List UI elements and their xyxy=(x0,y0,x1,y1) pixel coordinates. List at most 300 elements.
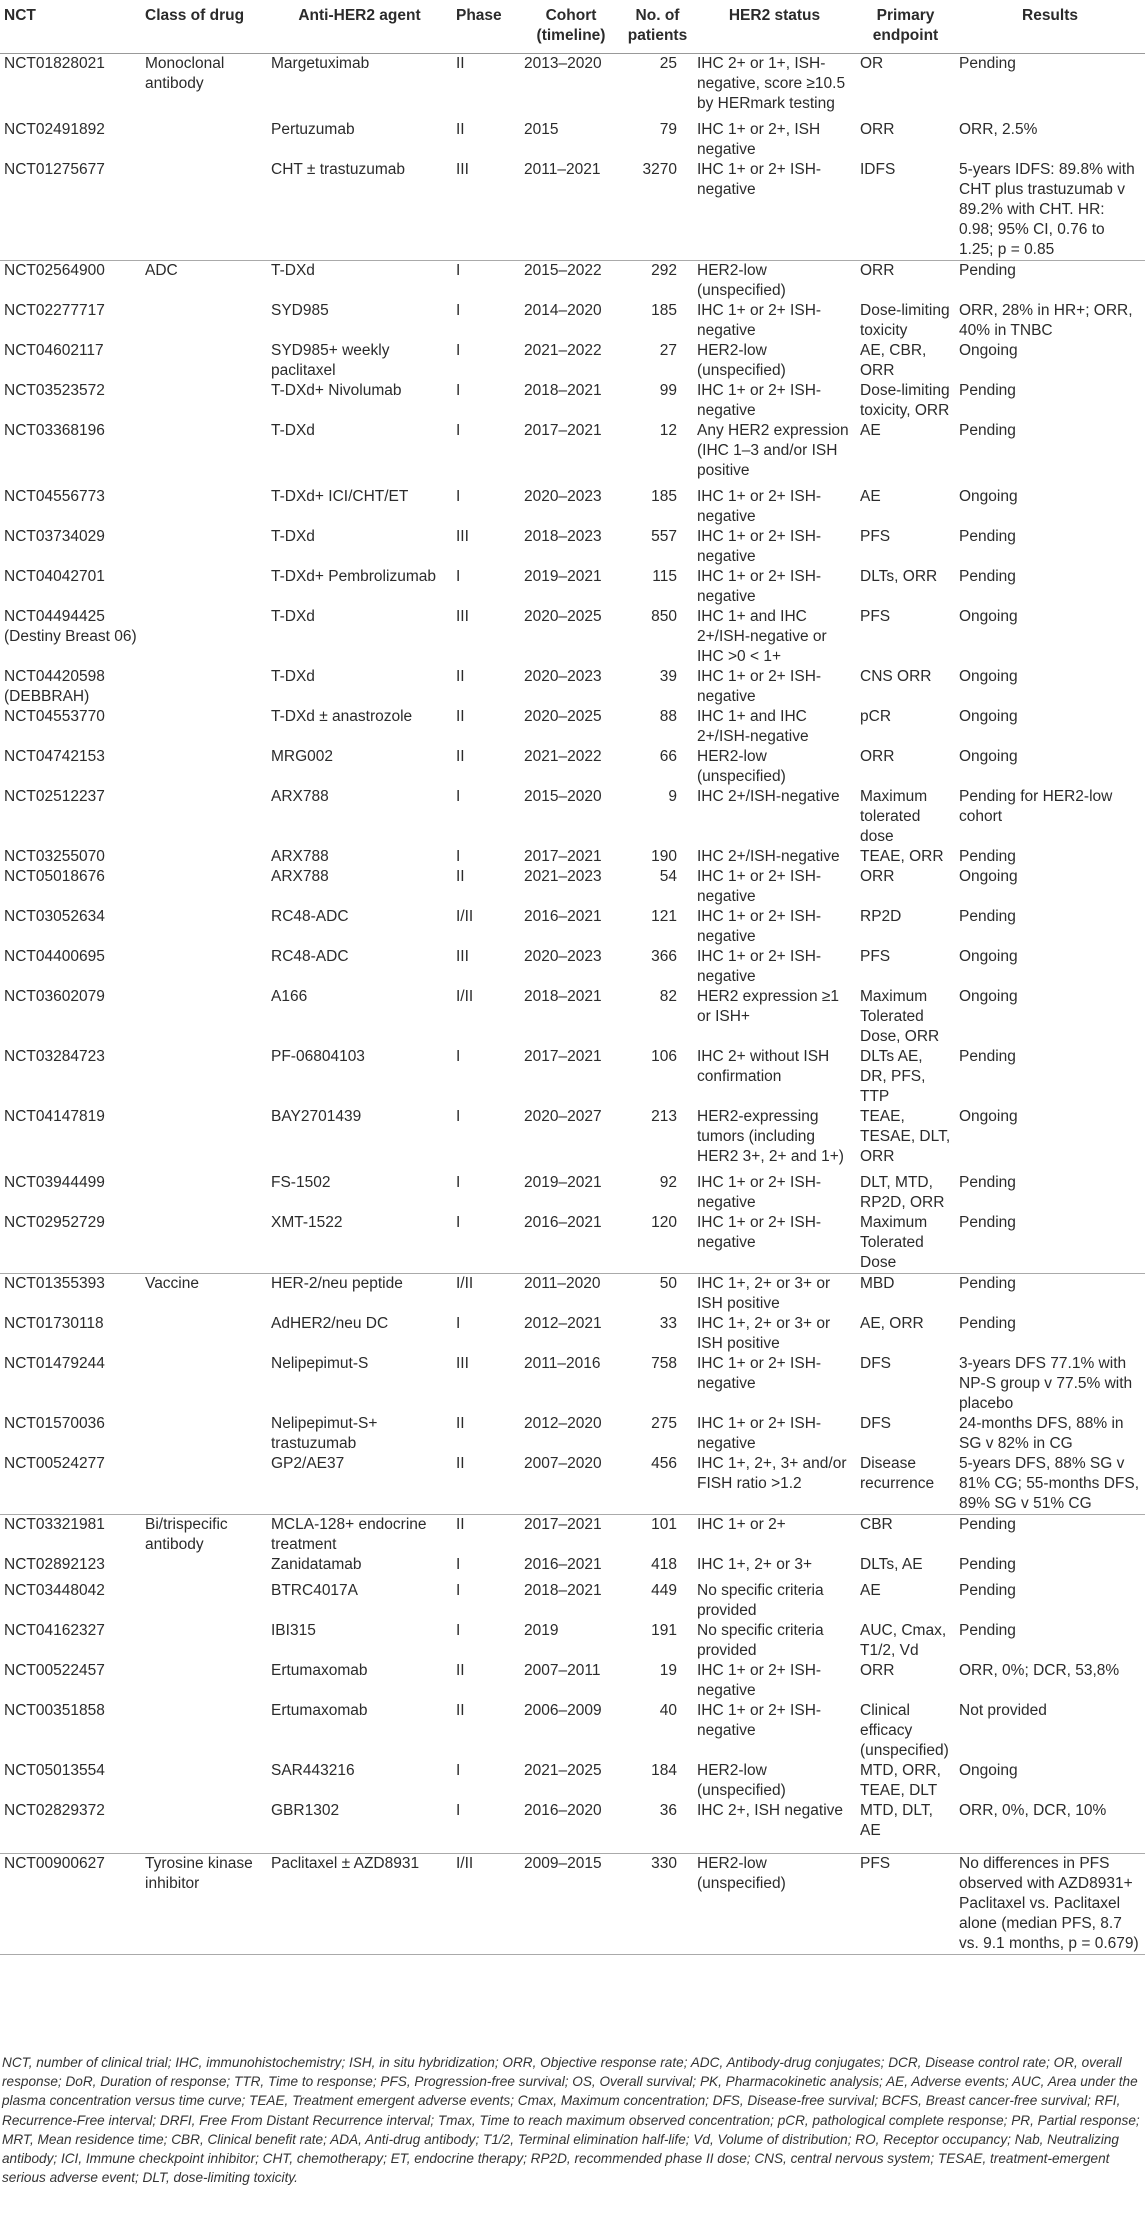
her2-status-cell: IHC 1+ or 2+, ISH negative xyxy=(697,120,821,158)
phase-cell: I xyxy=(456,567,461,585)
patients-cell: 366 xyxy=(651,947,677,965)
phase-cell: I xyxy=(456,421,461,439)
patients-cell: 12 xyxy=(659,421,677,439)
class-cell xyxy=(141,1414,267,1454)
cohort-cell: 2015 xyxy=(524,120,559,138)
patients-cell: 25 xyxy=(659,54,677,72)
endpoint-cell: Dose-limiting toxicity xyxy=(860,301,950,339)
agent-cell: T-DXd xyxy=(271,607,315,625)
endpoint-cell: IDFS xyxy=(856,160,955,261)
endpoint-cell: TEAE, ORR xyxy=(860,847,944,865)
phase-cell: I xyxy=(456,787,461,805)
table-row xyxy=(0,1454,1145,1515)
class-cell xyxy=(141,1555,267,1581)
table-row xyxy=(0,1273,1145,1314)
nct-cell: NCT03523572 xyxy=(4,381,105,399)
table-row xyxy=(0,1801,1145,1854)
phase-cell: I/II xyxy=(452,1853,520,1954)
table-row xyxy=(0,847,1145,867)
endpoint-cell: TEAE, TESAE, DLT, ORR xyxy=(860,1107,951,1165)
nct-cell: NCT04556773 xyxy=(4,487,105,505)
agent-cell: GP2/AE37 xyxy=(267,1454,452,1515)
her2-status-cell: No specific criteria provided xyxy=(697,1581,824,1619)
patients-cell: 418 xyxy=(651,1555,677,1573)
class-cell xyxy=(141,787,267,847)
her2-status-cell: IHC 1+, 2+ or 3+ xyxy=(697,1555,813,1573)
result-cell: No differences in PFS observed with AZD8931+ Paclitaxel vs. Paclitaxel alone (median PFS, 8.7 vs. 9.1 months, p = 0.679) xyxy=(955,1853,1145,1954)
endpoint-cell: pCR xyxy=(860,707,892,725)
agent-cell: ARX788 xyxy=(271,867,329,885)
her2-status-cell: IHC 1+ or 2+ xyxy=(697,1515,786,1533)
result-cell: Pending xyxy=(959,1621,1016,1639)
phase-cell: I xyxy=(456,381,461,399)
nct-cell: NCT03284723 xyxy=(4,1047,105,1065)
agent-cell: PF-06804103 xyxy=(271,1047,365,1065)
patients-cell: 213 xyxy=(651,1107,677,1125)
endpoint-cell: Maximum tolerated dose xyxy=(860,787,928,845)
result-cell: Ongoing xyxy=(959,747,1018,765)
nct-cell: NCT04420598 (DEBBRAH) xyxy=(4,667,105,705)
result-cell: Pending xyxy=(955,1213,1145,1274)
class-cell xyxy=(141,947,267,987)
cohort-cell: 2011–2016 xyxy=(524,1354,601,1372)
header-cohort: Cohort (timeline) xyxy=(520,0,622,53)
table-row xyxy=(0,1853,1145,1954)
nct-cell: NCT02952729 xyxy=(0,1213,141,1274)
class-cell xyxy=(141,567,267,607)
table-body xyxy=(0,53,1145,1954)
table-row xyxy=(0,1354,1145,1414)
header-patients: No. of patients xyxy=(622,0,693,53)
cohort-cell: 2017–2021 xyxy=(524,421,602,439)
patients-cell: 106 xyxy=(651,1047,677,1065)
table-row xyxy=(0,1173,1145,1213)
table-row xyxy=(0,120,1145,160)
phase-cell: III xyxy=(456,527,469,545)
cohort-cell: 2012–2021 xyxy=(524,1314,602,1332)
endpoint-cell: MTD, DLT, AE xyxy=(856,1801,955,1854)
patients-cell: 27 xyxy=(659,341,677,359)
agent-cell: T-DXd+ Nivolumab xyxy=(271,381,402,399)
phase-cell: I xyxy=(456,1107,461,1125)
cohort-cell: 2017–2021 xyxy=(524,1047,602,1065)
header-endpoint: Primary endpoint xyxy=(856,0,955,53)
patients-cell: 850 xyxy=(651,607,677,625)
class-cell xyxy=(141,527,267,567)
result-cell: Ongoing xyxy=(959,1761,1018,1779)
her2-status-cell: IHC 1+ and IHC 2+/ISH-negative or IHC >0 < 1+ xyxy=(697,607,827,665)
result-cell: Pending xyxy=(959,421,1016,439)
her2-status-cell: IHC 1+ or 2+ ISH-negative xyxy=(697,907,822,945)
result-cell: Pending xyxy=(959,1173,1016,1191)
cohort-cell: 2021–2025 xyxy=(524,1761,602,1779)
patients-cell: 120 xyxy=(622,1213,693,1274)
her2-status-cell: IHC 1+ or 2+ ISH-negative xyxy=(693,1213,856,1274)
phase-cell: II xyxy=(456,54,465,72)
cohort-cell: 2013–2020 xyxy=(524,54,602,72)
patients-cell: 758 xyxy=(651,1354,677,1372)
cohort-cell: 2020–2027 xyxy=(524,1107,602,1125)
her2-status-cell: IHC 1+ or 2+ ISH-negative xyxy=(697,487,822,525)
her2-status-cell: No specific criteria provided xyxy=(697,1621,824,1659)
phase-cell: I xyxy=(456,1555,461,1573)
header-results: Results xyxy=(955,0,1145,53)
agent-cell: SAR443216 xyxy=(271,1761,355,1779)
phase-cell: II xyxy=(456,707,465,725)
cohort-cell: 2007–2020 xyxy=(520,1454,622,1515)
agent-cell: ARX788 xyxy=(271,787,329,805)
phase-cell: I xyxy=(456,301,461,319)
endpoint-cell: Disease recurrence xyxy=(856,1454,955,1515)
header-nct: NCT xyxy=(0,0,141,53)
her2-status-cell: IHC 1+ or 2+ ISH-negative xyxy=(697,381,822,419)
class-cell: Bi/trispecific antibody xyxy=(145,1515,228,1553)
table-row xyxy=(0,787,1145,847)
table-row xyxy=(0,1314,1145,1354)
cohort-cell: 2016–2020 xyxy=(520,1801,622,1854)
class-cell xyxy=(141,707,267,747)
phase-cell: I xyxy=(456,1047,461,1065)
her2-status-cell: IHC 1+ or 2+ ISH-negative xyxy=(697,667,822,705)
patients-cell: 82 xyxy=(659,987,677,1005)
agent-cell: T-DXd xyxy=(271,667,315,685)
her2-status-cell: IHC 1+ or 2+ ISH-negative xyxy=(693,160,856,261)
agent-cell: RC48-ADC xyxy=(271,907,349,925)
class-cell xyxy=(141,1621,267,1661)
agent-cell: SYD985+ weekly paclitaxel xyxy=(271,341,390,379)
class-cell xyxy=(141,1314,267,1354)
nct-cell: NCT03255070 xyxy=(4,847,105,865)
cohort-cell: 2020–2023 xyxy=(524,667,602,685)
endpoint-cell: Maximum Tolerated Dose xyxy=(856,1213,955,1274)
agent-cell: Nelipepimut-S xyxy=(271,1354,369,1372)
cohort-cell: 2014–2020 xyxy=(524,301,602,319)
phase-cell: II xyxy=(456,1515,465,1533)
class-cell xyxy=(141,1661,267,1701)
endpoint-cell: PFS xyxy=(860,527,891,545)
table-row xyxy=(0,607,1145,667)
endpoint-cell: DLTs, ORR xyxy=(860,567,938,585)
her2-status-cell: IHC 1+ or 2+ ISH-negative xyxy=(697,1701,822,1739)
endpoint-cell: AE xyxy=(860,487,881,505)
agent-cell: MCLA-128+ endocrine treatment xyxy=(271,1515,427,1553)
phase-cell: I xyxy=(456,1314,461,1332)
patients-cell: 36 xyxy=(622,1801,693,1854)
nct-cell: NCT02512237 xyxy=(4,787,105,805)
patients-cell: 292 xyxy=(651,261,677,279)
header-class: Class of drug xyxy=(141,0,267,53)
cohort-cell: 2021–2022 xyxy=(524,747,602,765)
cohort-cell: 2016–2021 xyxy=(524,1555,602,1573)
phase-cell: III xyxy=(456,607,469,625)
result-cell: Ongoing xyxy=(959,341,1018,359)
class-cell xyxy=(141,1454,267,1515)
her2-status-cell: IHC 1+ or 2+ ISH-negative xyxy=(697,301,822,339)
table-row xyxy=(0,53,1145,120)
table-row xyxy=(0,667,1145,707)
endpoint-cell: ORR xyxy=(860,867,895,885)
result-cell: Pending xyxy=(959,1515,1016,1533)
her2-status-cell: IHC 1+ or 2+ ISH-negative xyxy=(697,527,822,565)
nct-cell: NCT00522457 xyxy=(4,1661,105,1679)
her2-status-cell: IHC 1+ or 2+ ISH-negative xyxy=(697,1661,822,1699)
patients-cell: 121 xyxy=(651,907,677,925)
cohort-cell: 2012–2020 xyxy=(524,1414,602,1432)
cohort-cell: 2007–2011 xyxy=(524,1661,601,1679)
her2-status-cell: HER2-low (unspecified) xyxy=(697,261,786,299)
class-cell xyxy=(141,1701,267,1761)
phase-cell: II xyxy=(456,1661,465,1679)
agent-cell: T-DXd+ Pembrolizumab xyxy=(271,567,436,585)
class-cell xyxy=(141,867,267,907)
phase-cell: II xyxy=(456,867,465,885)
nct-cell: NCT04602117 xyxy=(4,341,104,359)
endpoint-cell: MBD xyxy=(860,1274,895,1292)
cohort-cell: 2016–2021 xyxy=(524,907,602,925)
her2-status-cell: IHC 2+ or 1+, ISH-negative, score ≥10.5 by HERmark testing xyxy=(697,54,846,112)
cohort-cell: 2021–2023 xyxy=(524,867,602,885)
endpoint-cell: Clinical efficacy (unspecified) xyxy=(860,1701,949,1759)
table-row xyxy=(0,487,1145,527)
endpoint-cell: Dose-limiting toxicity, ORR xyxy=(860,381,950,419)
agent-cell: MRG002 xyxy=(271,747,334,765)
cohort-cell: 2019–2021 xyxy=(524,1173,602,1191)
result-cell: Pending xyxy=(959,1555,1016,1573)
endpoint-cell: PFS xyxy=(860,947,891,965)
nct-cell: NCT01730118 xyxy=(4,1314,104,1332)
phase-cell: I xyxy=(456,1581,461,1599)
result-cell: Ongoing xyxy=(959,1107,1018,1125)
class-cell xyxy=(141,1107,267,1173)
cohort-cell: 2006–2009 xyxy=(524,1701,602,1719)
patients-cell: 88 xyxy=(659,707,677,725)
patients-cell: 190 xyxy=(651,847,677,865)
nct-cell: NCT01275677 xyxy=(0,160,141,261)
table-row xyxy=(0,1701,1145,1761)
endpoint-cell: ORR xyxy=(860,747,895,765)
nct-cell: NCT03602079 xyxy=(4,987,105,1005)
table-row xyxy=(0,1414,1145,1454)
nct-cell: NCT03734029 xyxy=(4,527,105,545)
table-row xyxy=(0,907,1145,947)
phase-cell: I/II xyxy=(456,987,474,1005)
her2-status-cell: IHC 1+ or 2+ ISH-negative xyxy=(697,567,822,605)
nct-cell: NCT01355393 xyxy=(4,1274,105,1292)
nct-cell: NCT01828021 xyxy=(4,54,105,72)
cohort-cell: 2016–2021 xyxy=(520,1213,622,1274)
patients-cell: 275 xyxy=(651,1414,677,1432)
class-cell xyxy=(141,987,267,1047)
nct-cell: NCT04042701 xyxy=(4,567,105,585)
result-cell: 5-years IDFS: 89.8% with CHT plus trastuzumab v 89.2% with CHT. HR: 0.98; 95% CI, 0.76 to 1.25; p = 0.85 xyxy=(955,160,1145,261)
agent-cell: ARX788 xyxy=(271,847,329,865)
agent-cell: XMT-1522 xyxy=(267,1213,452,1274)
class-cell xyxy=(141,907,267,947)
her2-status-cell: IHC 2+, ISH negative xyxy=(693,1801,856,1854)
phase-cell: II xyxy=(456,1414,465,1432)
nct-cell: NCT05013554 xyxy=(4,1761,105,1779)
table-row xyxy=(0,867,1145,907)
cohort-cell: 2018–2021 xyxy=(524,1581,602,1599)
patients-cell: 92 xyxy=(659,1173,677,1191)
her2-status-cell: IHC 1+ or 2+ ISH-negative xyxy=(697,1414,822,1452)
patients-cell: 456 xyxy=(622,1454,693,1515)
header-agent: Anti-HER2 agent xyxy=(267,0,452,53)
patients-cell: 99 xyxy=(659,381,677,399)
nct-cell: NCT03368196 xyxy=(4,421,105,439)
agent-cell: Ertumaxomab xyxy=(271,1701,368,1719)
class-cell xyxy=(141,847,267,867)
table-row xyxy=(0,341,1145,381)
cohort-cell: 2018–2021 xyxy=(524,987,602,1005)
nct-cell: NCT01570036 xyxy=(4,1414,105,1432)
nct-cell: NCT02277717 xyxy=(4,301,105,319)
class-cell xyxy=(141,747,267,787)
nct-cell: NCT04162327 xyxy=(4,1621,105,1639)
cohort-cell: 2011–2020 xyxy=(524,1274,601,1292)
result-cell: Ongoing xyxy=(959,987,1018,1005)
endpoint-cell: OR xyxy=(860,54,884,72)
agent-cell: RC48-ADC xyxy=(271,947,349,965)
patients-cell: 40 xyxy=(659,1701,677,1719)
nct-cell: NCT03448042 xyxy=(4,1581,105,1599)
patients-cell: 330 xyxy=(622,1853,693,1954)
result-cell: Ongoing xyxy=(959,487,1018,505)
cohort-cell: 2020–2023 xyxy=(524,487,602,505)
class-cell xyxy=(141,120,267,160)
endpoint-cell: DLTs, AE xyxy=(860,1555,923,1573)
result-cell: 24-months DFS, 88% in SG v 82% in CG xyxy=(959,1414,1124,1452)
table-row xyxy=(0,1514,1145,1555)
phase-cell: II xyxy=(456,1701,465,1719)
phase-cell: I xyxy=(456,261,461,279)
class-cell xyxy=(141,487,267,527)
table-row xyxy=(0,1581,1145,1621)
table-row xyxy=(0,160,1145,261)
phase-cell: I xyxy=(452,1801,520,1854)
cohort-cell: 2009–2015 xyxy=(520,1853,622,1954)
endpoint-cell: DLTs AE, DR, PFS, TTP xyxy=(860,1047,926,1105)
patients-cell: 79 xyxy=(659,120,677,138)
table-row xyxy=(0,567,1145,607)
agent-cell: HER-2/neu peptide xyxy=(271,1274,403,1292)
patients-cell: 3270 xyxy=(622,160,693,261)
her2-status-cell: IHC 1+ and IHC 2+/ISH-negative xyxy=(697,707,809,745)
result-cell: Ongoing xyxy=(959,667,1018,685)
cohort-cell: 2021–2022 xyxy=(524,341,602,359)
result-cell: Not provided xyxy=(959,1701,1047,1719)
her2-status-cell: HER2-low (unspecified) xyxy=(693,1853,856,1954)
agent-cell: IBI315 xyxy=(271,1621,316,1639)
result-cell: Pending xyxy=(959,527,1016,545)
table-row xyxy=(0,381,1145,421)
class-cell xyxy=(141,341,267,381)
endpoint-cell: PFS xyxy=(860,607,891,625)
nct-cell: NCT05018676 xyxy=(4,867,105,885)
agent-cell: A166 xyxy=(271,987,308,1005)
cohort-cell: 2020–2025 xyxy=(524,607,602,625)
class-cell xyxy=(141,160,267,261)
agent-cell: Ertumaxomab xyxy=(271,1661,368,1679)
table-row xyxy=(0,1555,1145,1581)
cohort-cell: 2018–2023 xyxy=(524,527,602,545)
class-cell: ADC xyxy=(145,261,178,279)
class-cell xyxy=(141,1354,267,1414)
cohort-cell: 2019–2021 xyxy=(524,567,602,585)
phase-cell: I xyxy=(456,487,461,505)
nct-cell: NCT04742153 xyxy=(4,747,105,765)
her2-status-cell: IHC 1+ or 2+ ISH-negative xyxy=(697,947,822,985)
table-row xyxy=(0,1621,1145,1661)
nct-cell: NCT02829372 xyxy=(0,1801,141,1854)
her2-status-cell: Any HER2 expression (IHC 1–3 and/or ISH positive xyxy=(697,421,849,479)
class-cell xyxy=(141,1581,267,1621)
table-row xyxy=(0,1761,1145,1801)
phase-cell: I xyxy=(456,1173,461,1191)
cohort-cell: 2018–2021 xyxy=(524,381,602,399)
nct-cell: NCT01479244 xyxy=(4,1354,105,1372)
patients-cell: 115 xyxy=(652,567,677,585)
result-cell: ORR, 28% in HR+; ORR, 40% in TNBC xyxy=(959,301,1133,339)
her2-status-cell: IHC 1+, 2+ or 3+ or ISH positive xyxy=(697,1274,831,1312)
phase-cell: I xyxy=(452,1213,520,1274)
nct-cell: NCT04147819 xyxy=(4,1107,105,1125)
patients-cell: 191 xyxy=(651,1621,677,1639)
phase-cell: I xyxy=(456,341,461,359)
result-cell: Pending xyxy=(959,261,1016,279)
patients-cell: 9 xyxy=(668,787,677,805)
table-row xyxy=(0,707,1145,747)
result-cell: Pending xyxy=(959,54,1016,72)
phase-cell: II xyxy=(456,667,465,685)
endpoint-cell: AE xyxy=(860,421,881,439)
agent-cell: T-DXd ± anastrozole xyxy=(271,707,413,725)
cohort-cell: 2019 xyxy=(524,1621,559,1639)
class-cell xyxy=(141,667,267,707)
result-cell: Pending xyxy=(959,847,1016,865)
endpoint-cell: DLT, MTD, RP2D, ORR xyxy=(860,1173,945,1211)
table-row xyxy=(0,301,1145,341)
phase-cell: III xyxy=(456,1354,469,1372)
table-row xyxy=(0,987,1145,1047)
her2-status-cell: IHC 1+, 2+, 3+ and/or FISH ratio >1.2 xyxy=(693,1454,856,1515)
phase-cell: I xyxy=(456,1761,461,1779)
her2-status-cell: IHC 1+ or 2+ ISH-negative xyxy=(697,1173,822,1211)
table-header-row xyxy=(0,0,1145,53)
nct-cell: NCT02491892 xyxy=(4,120,105,138)
her2-status-cell: IHC 2+/ISH-negative xyxy=(697,787,840,805)
class-cell xyxy=(141,381,267,421)
endpoint-cell: ORR xyxy=(860,261,895,279)
phase-cell: I/II xyxy=(456,907,474,925)
patients-cell: 557 xyxy=(651,527,677,545)
endpoint-cell: MTD, ORR, TEAE, DLT xyxy=(860,1761,941,1799)
nct-cell: NCT04494425 (Destiny Breast 06) xyxy=(4,607,137,645)
agent-cell: T-DXd xyxy=(271,527,315,545)
header-phase: Phase xyxy=(452,0,520,53)
agent-cell: SYD985 xyxy=(271,301,329,319)
class-cell xyxy=(141,1047,267,1107)
table-row xyxy=(0,421,1145,487)
table-row xyxy=(0,1107,1145,1173)
result-cell: Pending xyxy=(959,1314,1016,1332)
result-cell: 3-years DFS 77.1% with NP-S group v 77.5% with placebo xyxy=(959,1354,1133,1412)
her2-status-cell: HER2-low (unspecified) xyxy=(697,747,786,785)
agent-cell: CHT ± trastuzumab xyxy=(267,160,452,261)
result-cell: Pending xyxy=(959,907,1016,925)
result-cell: Ongoing xyxy=(959,707,1018,725)
table-row xyxy=(0,260,1145,301)
